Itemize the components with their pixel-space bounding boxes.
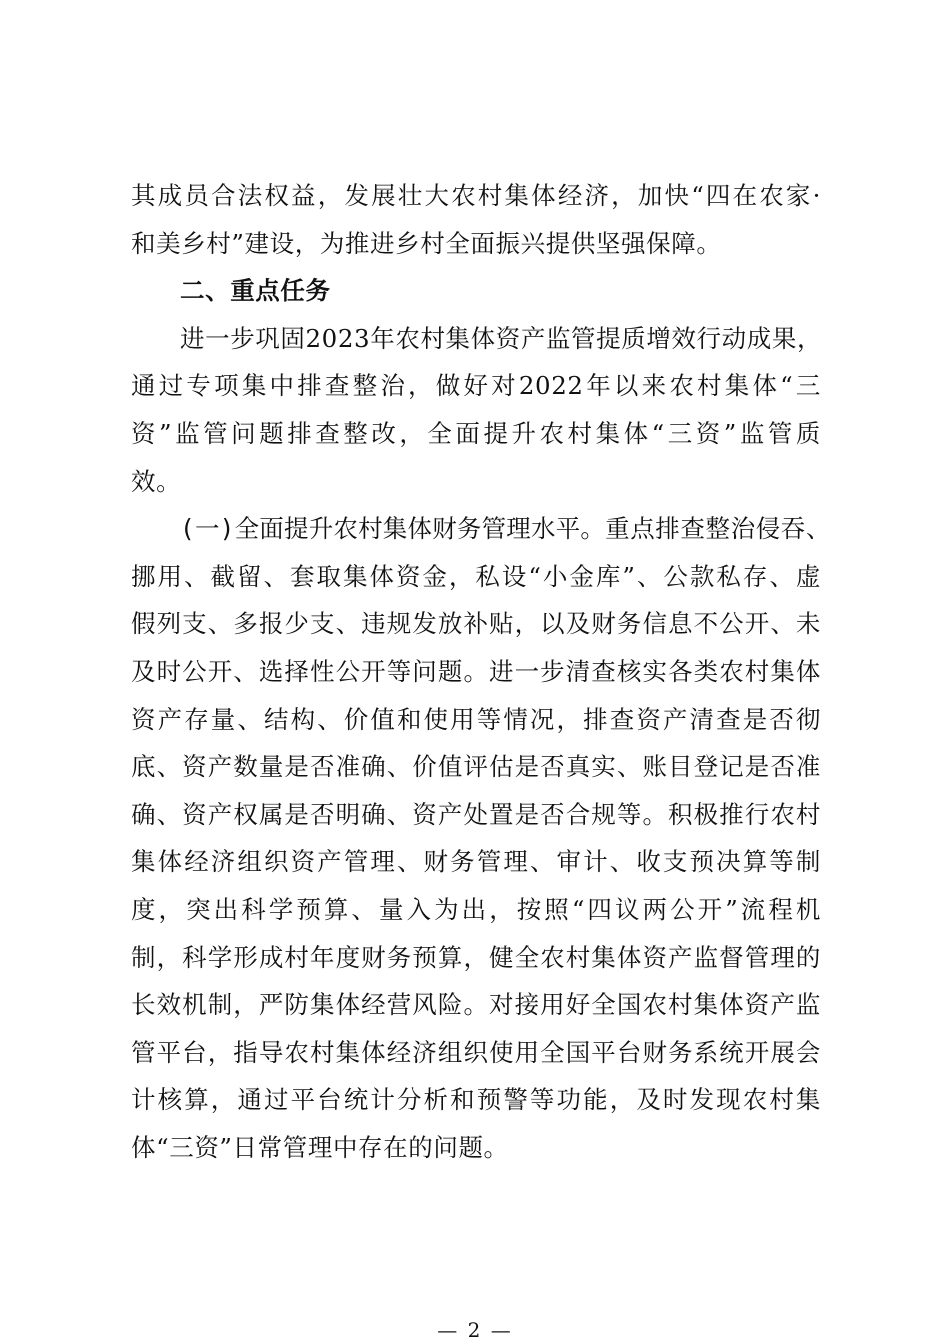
intro-line: 和美乡村”建设，为推进乡村全面振兴提供坚强保障。: [131, 228, 722, 258]
subsection-line: 假列支、多报少支、违规发放补贴，以及财务信息不公开、未: [131, 609, 821, 639]
subsection-line: 确、资产权属是否明确、资产处置是否合规等。积极推行农村: [131, 799, 821, 829]
section-paragraph-line: 效。: [131, 466, 182, 496]
subsection-line: 计核算，通过平台统计分析和预警等功能，及时发现农村集: [131, 1085, 821, 1115]
subsection-first-line: [131, 505, 832, 553]
subsection-line: 及时公开、选择性公开等问题。进一步清查核实各类农村集体: [131, 656, 821, 686]
subsection-line: 长效机制，严防集体经营风险。对接用好全国农村集体资产监: [131, 990, 821, 1020]
page-number: — 2 —: [437, 1318, 513, 1342]
subsection-line: 制，科学形成村年度财务预算，健全农村集体资产监督管理的: [131, 942, 821, 972]
subsection-line: 管平台，指导农村集体经济组织使用全国平台财务系统开展会: [131, 1037, 821, 1067]
subsection-line: 体“三资”日常管理中存在的问题。: [131, 1132, 509, 1162]
subsection-line: 底、资产数量是否准确、价值评估是否真实、账目登记是否准: [131, 752, 821, 782]
section-paragraph-line: 资”监管问题排查整改，全面提升农村集体“三资”监管质: [131, 418, 821, 448]
intro-line: 其成员合法权益，发展壮大农村集体经济，加快“四在农家·: [131, 181, 821, 210]
body-text: [131, 172, 832, 1171]
section-paragraph-line: 进一步巩固2023年农村集体资产监管提质增效行动成果，: [180, 323, 823, 353]
subsection-line: 集体经济组织资产管理、财务管理、审计、收支预决算等制: [131, 847, 821, 877]
subsection-line: 度，突出科学预算、量入为出，按照“四议两公开”流程机: [131, 894, 821, 924]
subsection-line: 资产存量、结构、价值和使用等情况，排查资产清查是否彻: [131, 704, 821, 734]
section-heading: 二、重点任务: [180, 276, 331, 306]
section-paragraph-line: 通过专项集中排查整治，做好对2022年以来农村集体“三: [131, 371, 821, 401]
subsection-title: (一)全面提升农村集体财务管理水平。: [180, 514, 606, 544]
subsection-first-line-text: 重点排查整治侵吞、: [605, 514, 832, 544]
subsection-line: 挪用、截留、套取集体资金，私设“小金库”、公款私存、虚: [131, 561, 821, 591]
